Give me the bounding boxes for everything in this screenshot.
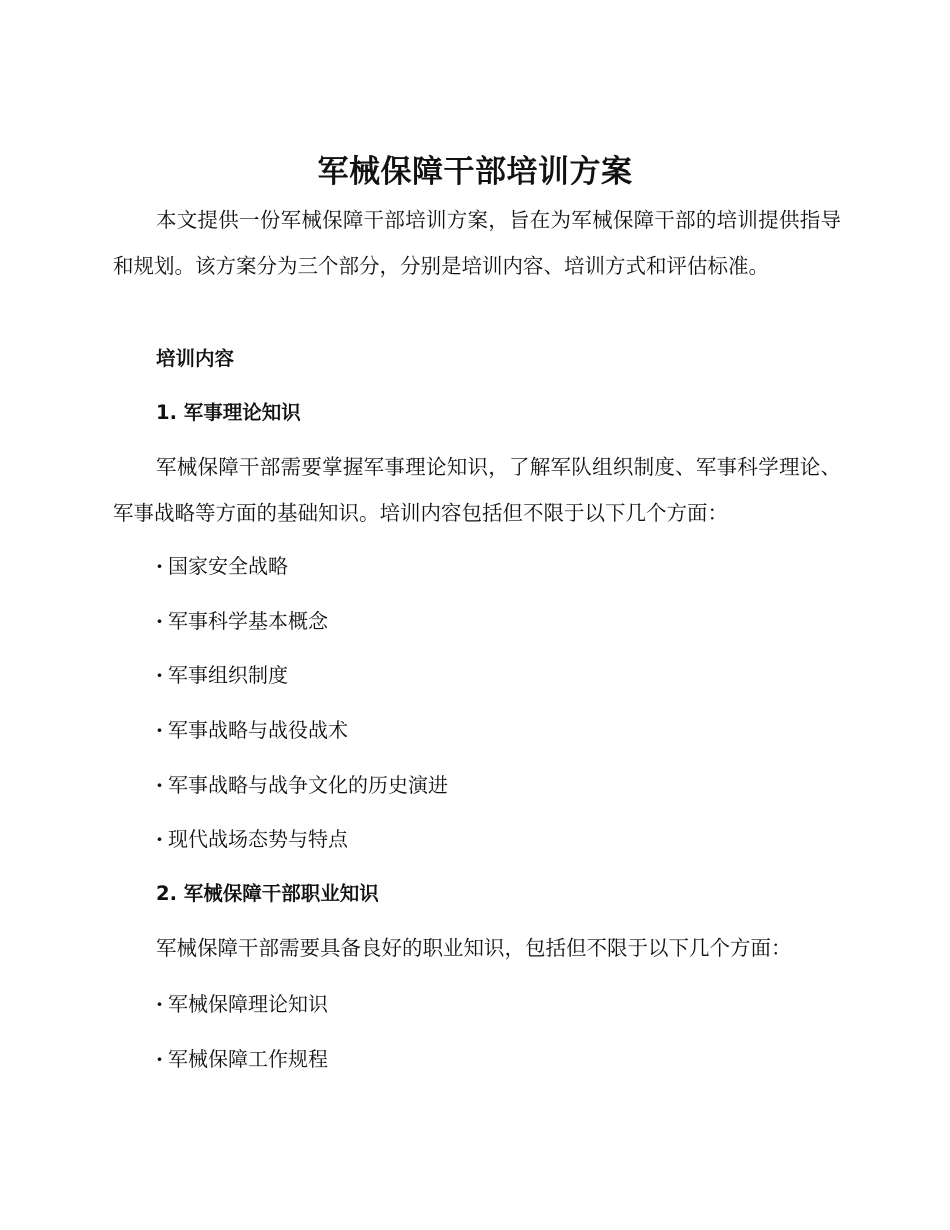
list-professional-knowledge bbox=[156, 989, 328, 1098]
list-item-text: 军事战略与战争文化的历史演进 bbox=[168, 772, 448, 797]
bullet-mark: · bbox=[156, 663, 163, 688]
list-item bbox=[156, 770, 448, 825]
bullet-mark: · bbox=[156, 608, 163, 633]
list-item bbox=[156, 660, 448, 715]
list-item-text: 军械保障工作规程 bbox=[168, 1046, 328, 1071]
bullet-mark: · bbox=[156, 827, 163, 852]
list-item bbox=[156, 989, 328, 1044]
bullet-mark: · bbox=[156, 772, 163, 797]
intro-paragraph: 本文提供一份军械保障干部培训方案，旨在为军械保障干部的培训提供指导和规划。该方案分为三个部分，分别是培训内容、培训方式和评估标准。 bbox=[113, 208, 841, 278]
subsection-paragraph-professional-knowledge: 军械保障干部需要具备良好的职业知识，包括但不限于以下几个方面： bbox=[156, 936, 792, 960]
document-title: 军械保障干部培训方案 bbox=[317, 154, 633, 190]
bullet-mark: · bbox=[156, 992, 163, 1016]
list-item bbox=[156, 551, 448, 606]
list-item-text: 军事科学基本概念 bbox=[168, 608, 328, 633]
bullet-mark: · bbox=[156, 554, 163, 578]
section-heading-training-content: 培训内容 bbox=[156, 347, 235, 370]
subsection-heading-military-theory: 1. 军事理论知识 bbox=[156, 401, 301, 424]
list-item-text: 军械保障理论知识 bbox=[168, 992, 328, 1016]
list-item-text: 国家安全战略 bbox=[168, 554, 288, 578]
bullet-mark: · bbox=[156, 1046, 163, 1071]
list-item bbox=[156, 606, 448, 661]
list-item bbox=[156, 1044, 328, 1099]
list-military-theory bbox=[156, 551, 448, 879]
list-item-text: 军事组织制度 bbox=[168, 663, 288, 688]
subsection-heading-professional-knowledge: 2. 军械保障干部职业知识 bbox=[156, 882, 379, 905]
bullet-mark: · bbox=[156, 718, 163, 743]
list-item-text: 现代战场态势与特点 bbox=[168, 827, 348, 852]
list-item-text: 军事战略与战役战术 bbox=[168, 718, 348, 743]
list-item bbox=[156, 715, 448, 770]
list-item bbox=[156, 824, 448, 879]
subsection-paragraph-military-theory: 军械保障干部需要掌握军事理论知识，了解军队组织制度、军事科学理论、军事战略等方面的基础知识。培训内容包括但不限于以下几个方面： bbox=[113, 455, 841, 525]
